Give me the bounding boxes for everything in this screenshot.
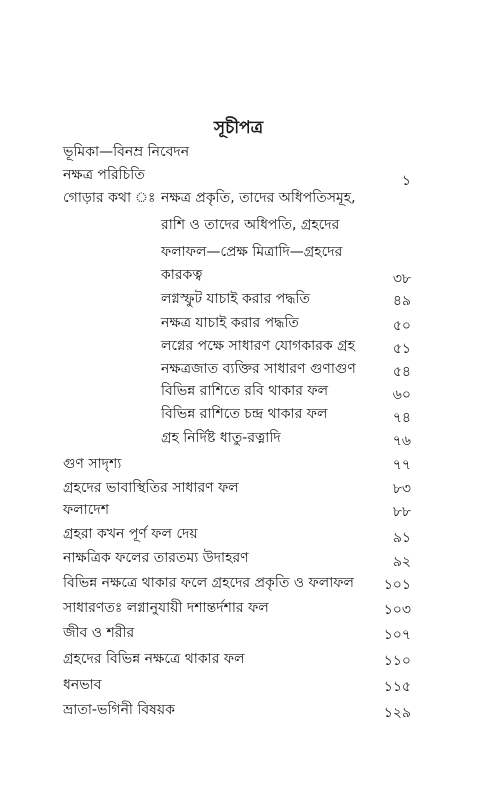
toc-entry-text: বিভিন্ন রাশিতে চন্দ্র থাকার ফল bbox=[161, 406, 328, 422]
toc-entry-text: জীব ও শরীর bbox=[63, 625, 135, 641]
toc-entry-page: ৯২ bbox=[392, 554, 411, 570]
toc-entry-text: লগ্নস্ফুট যাচাই করার পদ্ধতি bbox=[161, 291, 310, 307]
toc-entry-page: ৫১ bbox=[392, 341, 411, 357]
toc-entry-page: ১১৫ bbox=[383, 679, 411, 695]
toc-entry-text: গুণ সাদৃশ্য bbox=[63, 456, 122, 472]
toc-entry-text: ফলাফল—প্রেক্ষ মিত্রাদি—গ্রহদের bbox=[161, 244, 343, 260]
toc-entry-page: ১০১ bbox=[383, 577, 411, 593]
toc-entry-page: ১১০ bbox=[383, 653, 411, 669]
toc-entry-text: লগ্নের পক্ষে সাধারণ যোগকারক গ্রহ bbox=[161, 338, 355, 354]
toc-entry-text: গ্রহ নির্দিষ্ট ধাতু-রত্নাদি bbox=[161, 430, 281, 446]
toc-entry-page: ৮৩ bbox=[392, 481, 411, 497]
toc-entry-text: ভ্রাতা-ভগিনী বিষয়ক bbox=[63, 702, 175, 718]
toc-entry-text: নাক্ষত্রিক ফলের তারতম্য উদাহরণ bbox=[63, 550, 249, 566]
toc-entry-page: ৫০ bbox=[392, 318, 411, 334]
toc-entry-text: রাশি ও তাদের অধিপতি, গ্রহদের bbox=[161, 217, 340, 233]
toc-entry-page: ১২৯ bbox=[383, 705, 411, 721]
toc-entry-page: ১০৭ bbox=[383, 627, 411, 643]
toc-entry-text: ফলাদেশ bbox=[63, 502, 109, 518]
toc-entry-text: ধনভাব bbox=[63, 677, 102, 693]
toc-entry-text: ভূমিকা—বিনম্র নিবেদন bbox=[63, 144, 190, 160]
toc-entry-page: ৭৭ bbox=[392, 457, 411, 473]
page-title: সূচীপত্র bbox=[213, 118, 264, 138]
toc-entry-page: ১ bbox=[401, 173, 411, 189]
toc-entry-text: কারকত্ব bbox=[161, 267, 203, 283]
toc-entry-text: গ্রহদের ভাবাস্থিতির সাধারণ ফল bbox=[63, 480, 239, 496]
toc-entry-page: ৭৪ bbox=[392, 410, 411, 426]
toc-entry-text: বিভিন্ন রাশিতে রবি থাকার ফল bbox=[161, 383, 329, 399]
toc-entry-text: নক্ষত্র প্রকৃতি, তাদের অধিপতিসমূহ, bbox=[161, 190, 356, 206]
toc-entry-text: নক্ষত্রজাত ব্যক্তির সাধারণ গুণাগুণ bbox=[161, 361, 356, 377]
toc-entry-page: ৬০ bbox=[392, 387, 411, 403]
toc-entry-page: ৪৯ bbox=[392, 293, 411, 309]
toc-entry-text: গোড়ার কথা ঃ bbox=[63, 190, 156, 206]
toc-entry-page: ৮৮ bbox=[392, 504, 411, 520]
toc-entry-page: ৩৮ bbox=[392, 271, 411, 287]
toc-entry-page: ৫৪ bbox=[392, 364, 411, 380]
toc-entry-text: সাধারণতঃ লগ্নানুযায়ী দশান্তর্দশার ফল bbox=[63, 600, 269, 616]
toc-entry-page: ৭৬ bbox=[392, 433, 411, 449]
toc-entry-page: ৯১ bbox=[392, 530, 411, 546]
toc-entry-text: গ্রহরা কখন পূর্ণ ফল দেয় bbox=[63, 526, 198, 542]
toc-entry-text: বিভিন্ন নক্ষত্রে থাকার ফলে গ্রহদের প্রকৃতি ও ফলাফল bbox=[63, 575, 354, 591]
toc-entry-text: গ্রহদের বিভিন্ন নক্ষত্রে থাকার ফল bbox=[63, 651, 245, 667]
toc-entry-page: ১০৩ bbox=[383, 602, 411, 618]
toc-entry-text: নক্ষত্র পরিচিতি bbox=[63, 167, 145, 183]
toc-entry-text: নক্ষত্র যাচাই করার পদ্ধতি bbox=[161, 315, 299, 331]
